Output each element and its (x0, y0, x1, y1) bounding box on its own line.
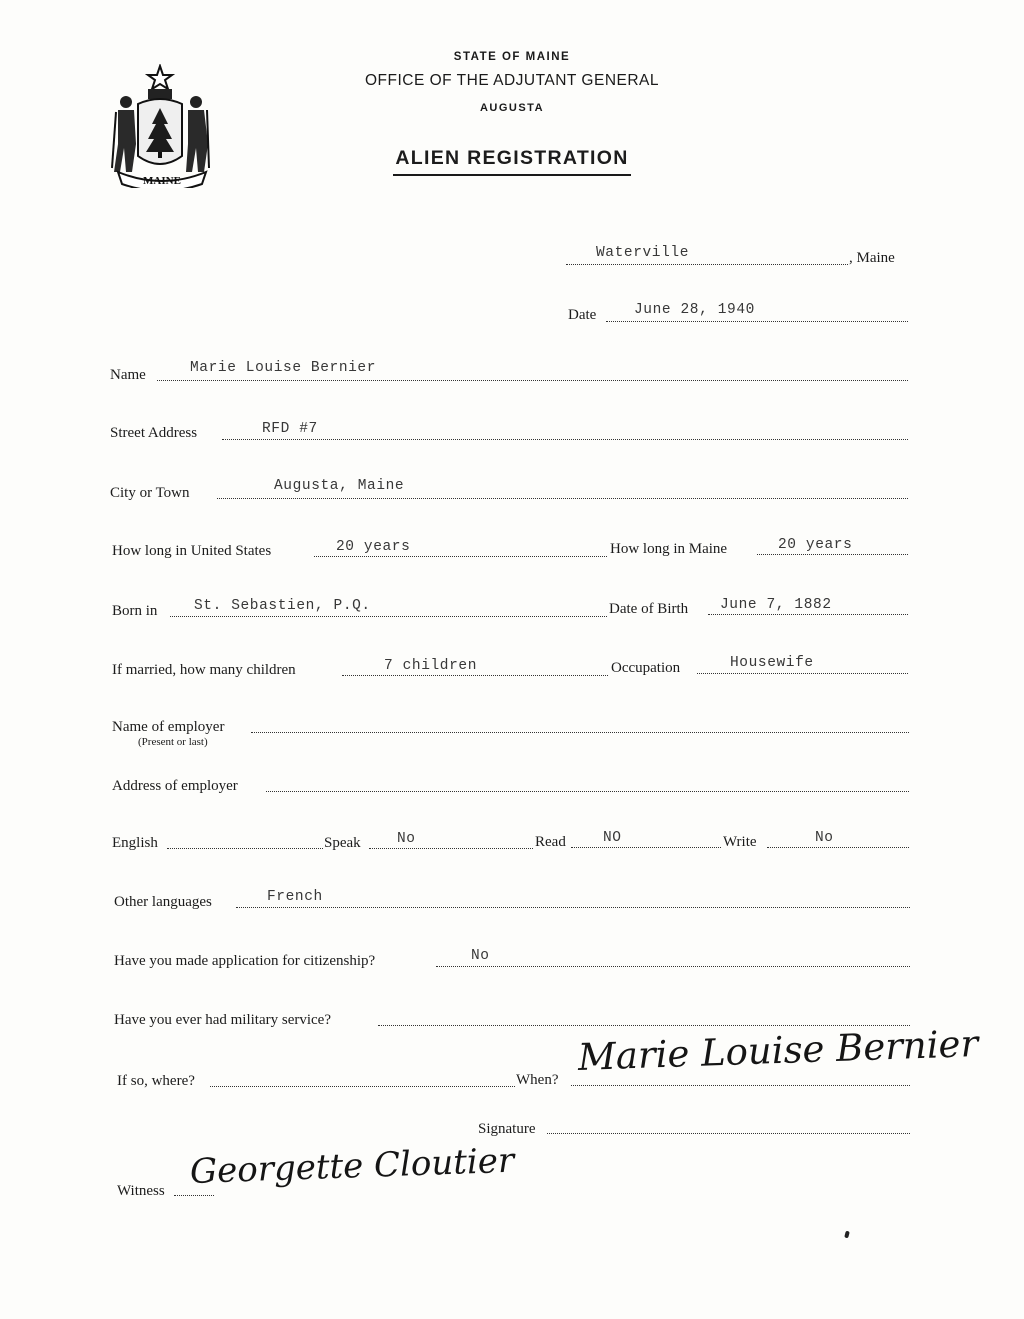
dob-dots (708, 614, 908, 615)
date-value[interactable]: June 28, 1940 (634, 302, 755, 318)
city-value[interactable]: Augusta, Maine (274, 478, 405, 494)
witness-handwriting[interactable]: Georgette Cloutier (189, 1140, 515, 1192)
military-label: Have you ever had military service? (114, 1012, 331, 1028)
children-value[interactable]: 7 children (384, 658, 478, 674)
english-dots (167, 848, 323, 849)
english-label: English (112, 835, 158, 851)
children-dots (342, 675, 608, 676)
when-dots (571, 1085, 910, 1086)
date-label: Date (568, 307, 597, 323)
witness-label: Witness (117, 1183, 165, 1199)
seal-text: MAINE (143, 175, 181, 187)
citizenship-dots (436, 966, 910, 967)
street-dots (222, 439, 908, 440)
employer-label: Name of employer (112, 719, 225, 735)
witness-dots (174, 1195, 214, 1196)
ink-speck (844, 1231, 850, 1239)
born-label: Born in (112, 603, 158, 619)
other-languages-label: Other languages (114, 894, 212, 910)
signature-handwriting[interactable]: Marie Louise Bernier (577, 1022, 979, 1079)
occupation-label: Occupation (611, 660, 681, 676)
born-dots (170, 616, 607, 617)
write-value[interactable]: No (815, 830, 834, 846)
read-value[interactable]: NO (603, 830, 622, 846)
name-dots (157, 380, 908, 381)
occupation-value[interactable]: Housewife (730, 655, 814, 671)
employer-dots (251, 732, 909, 733)
us-duration-label: How long in United States (112, 543, 272, 559)
street-value[interactable]: RFD #7 (262, 421, 318, 437)
when-label: When? (516, 1072, 559, 1088)
where-dots (210, 1086, 515, 1087)
citizenship-label: Have you made application for citizenship? (114, 953, 376, 969)
maine-duration-dots (757, 554, 908, 555)
place-suffix: , Maine (849, 250, 895, 266)
other-languages-value[interactable]: French (267, 889, 323, 905)
write-dots (767, 847, 909, 848)
where-label: If so, where? (117, 1073, 195, 1089)
us-duration-value[interactable]: 20 years (336, 539, 411, 555)
children-label: If married, how many children (112, 662, 296, 678)
city-dots (217, 498, 908, 499)
name-value[interactable]: Marie Louise Bernier (190, 360, 377, 376)
state-heading: STATE OF MAINE (453, 51, 571, 63)
office-heading: OFFICE OF THE ADJUTANT GENERAL (364, 72, 660, 89)
read-dots (571, 847, 721, 848)
read-label: Read (535, 834, 566, 850)
citizenship-value[interactable]: No (471, 948, 490, 964)
write-label: Write (723, 834, 757, 850)
occupation-dots (697, 673, 908, 674)
speak-value[interactable]: No (397, 831, 416, 847)
signature-dots (547, 1133, 910, 1134)
document-title: ALIEN REGISTRATION (393, 147, 630, 176)
employer-address-dots (266, 791, 909, 792)
city-heading: AUGUSTA (479, 102, 545, 114)
name-label: Name (110, 367, 146, 383)
military-dots (378, 1025, 910, 1026)
maine-duration-label: How long in Maine (610, 541, 728, 557)
place-value[interactable]: Waterville (596, 245, 690, 261)
born-value[interactable]: St. Sebastien, P.Q. (194, 598, 371, 614)
place-dots (566, 264, 848, 265)
maine-state-seal-icon (110, 64, 214, 188)
date-dots (606, 321, 908, 322)
speak-dots (369, 848, 533, 849)
employer-address-label: Address of employer (112, 778, 238, 794)
us-duration-dots (314, 556, 607, 557)
maine-duration-value[interactable]: 20 years (778, 537, 853, 553)
employer-sublabel: (Present or last) (138, 736, 208, 748)
street-label: Street Address (110, 425, 198, 441)
other-languages-dots (236, 907, 910, 908)
dob-label: Date of Birth (609, 601, 689, 617)
dob-value[interactable]: June 7, 1882 (720, 597, 832, 613)
signature-label: Signature (478, 1121, 536, 1137)
speak-label: Speak (324, 835, 361, 851)
city-label: City or Town (110, 485, 190, 501)
